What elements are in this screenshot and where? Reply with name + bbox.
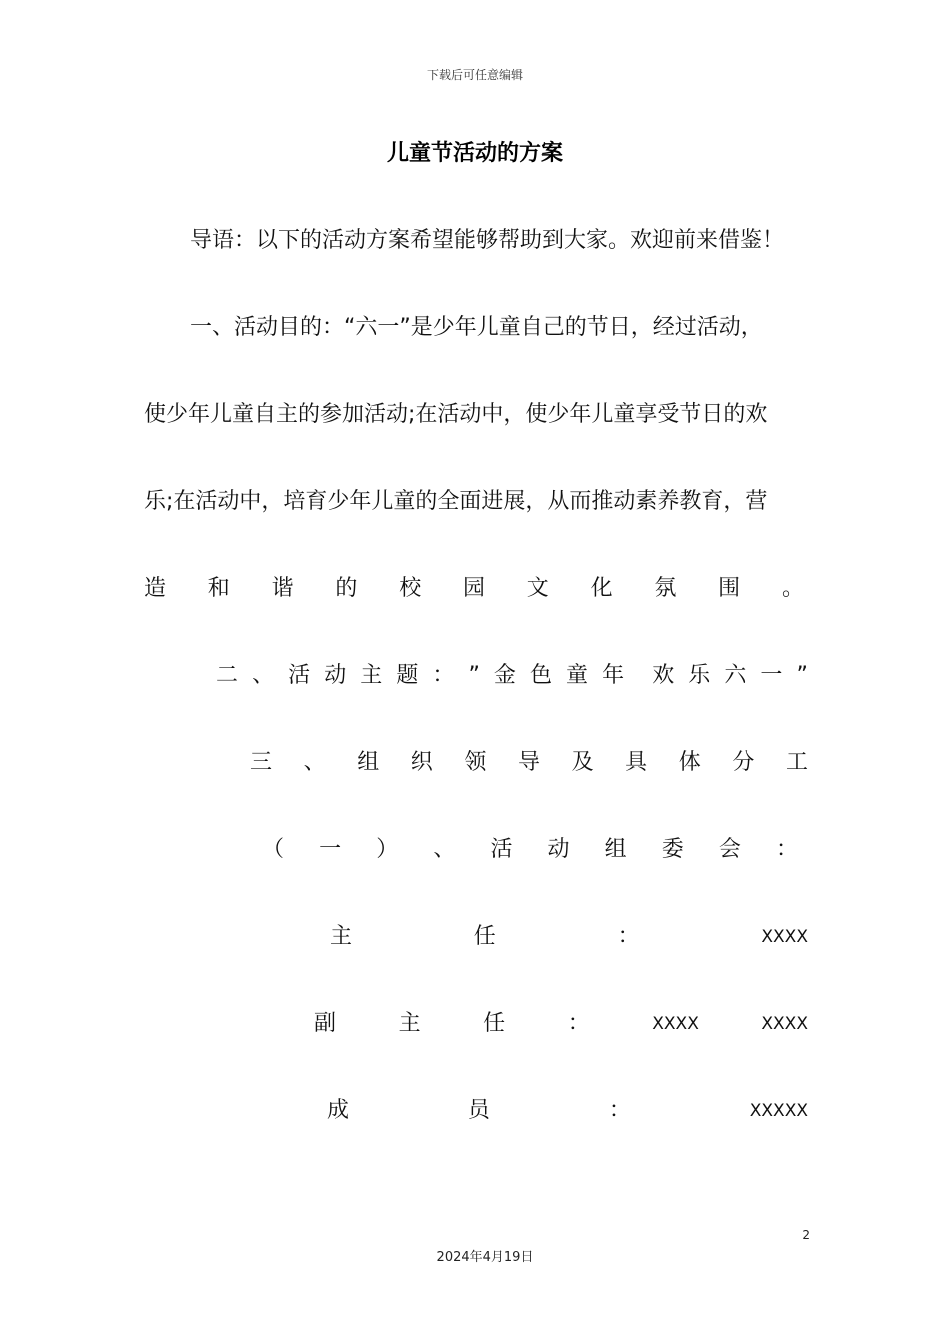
theme-line: 二 、 活 动 主 题 ： ” 金 色 童 年 欢 乐 六 一 ” xyxy=(216,663,808,688)
goal-line-3: 乐;在活动中，培育少年儿童的全面进展，从而推动素养教育，营 xyxy=(144,489,768,514)
vice-director-line: 副 主 任 ： XXXX XXXX xyxy=(314,1011,808,1036)
page-number: 2 xyxy=(802,1228,810,1242)
footer-date: 2024年4月19日 xyxy=(436,1250,534,1265)
goal-line-2: 使少年儿童自主的参加活动;在活动中，使少年儿童享受节日的欢 xyxy=(144,402,768,427)
document-title: 儿童节活动的方案 xyxy=(386,141,563,166)
goal-line-1: 一、活动目的：“六一”是少年儿童自己的节日，经过活动， xyxy=(190,315,763,340)
intro-paragraph: 导语：以下的活动方案希望能够帮助到大家。欢迎前来借鉴！ xyxy=(190,228,785,253)
members-line: 成 员 ： XXXXX xyxy=(327,1098,808,1123)
goal-line-4: 造 和 谐 的 校 园 文 化 氛 围 。 xyxy=(144,576,804,601)
page-header: 下载后可任意编辑 xyxy=(426,68,523,82)
director-line: 主 任 ： XXXX xyxy=(330,924,808,949)
committee-heading: （ 一 ） 、 活 动 组 委 会 ： xyxy=(262,837,798,862)
section-3-heading: 三 、 组 织 领 导 及 具 体 分 工 xyxy=(250,750,808,775)
